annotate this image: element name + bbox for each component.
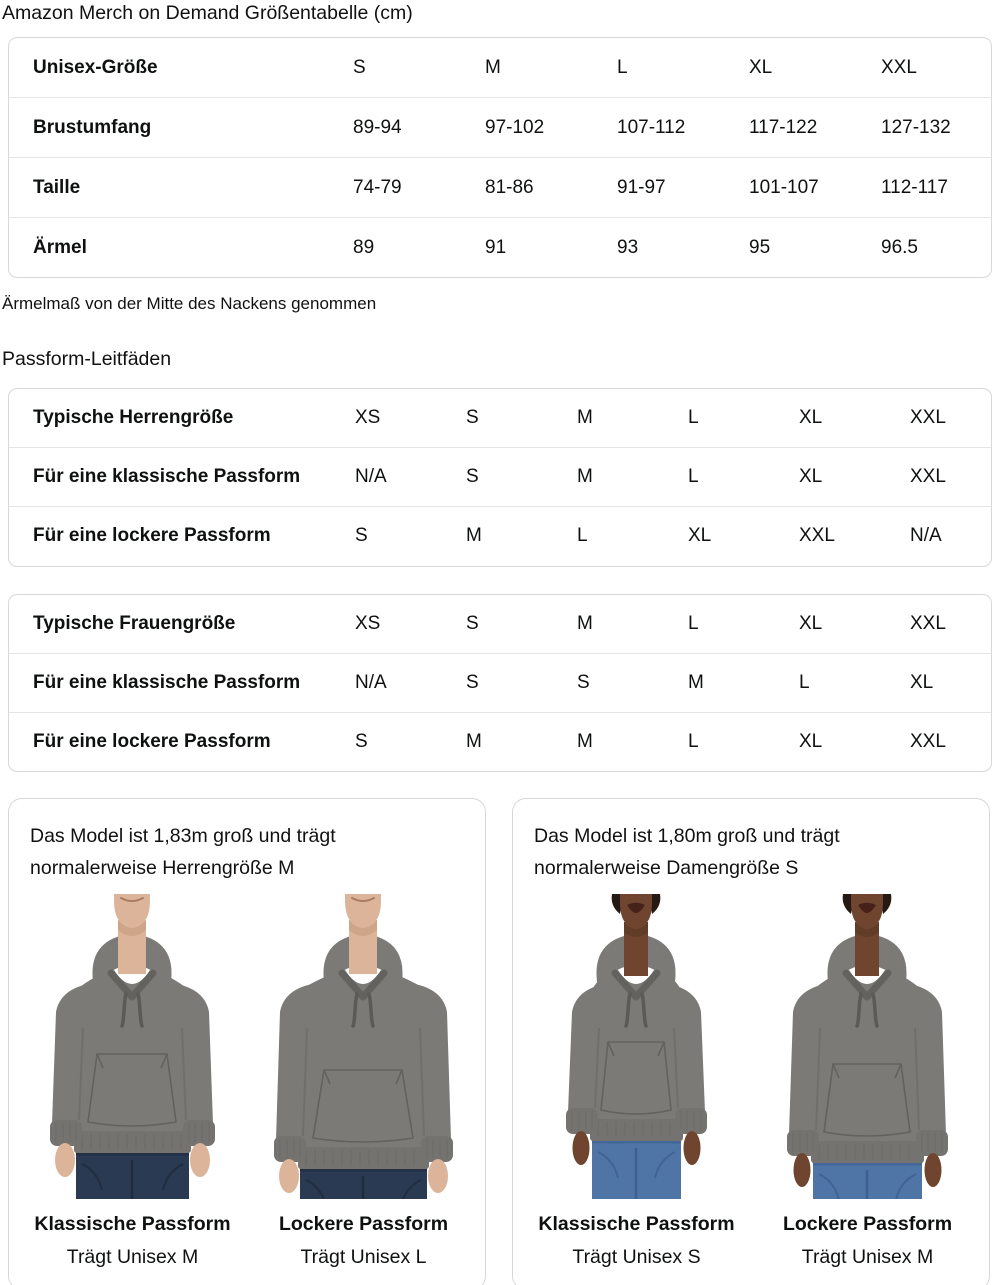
size-header-cell: S xyxy=(466,612,479,634)
size-header-cell: XL xyxy=(799,612,823,634)
table-cell: M xyxy=(577,466,593,488)
table-cell: S xyxy=(577,671,590,693)
size-header-cell: M xyxy=(577,612,593,634)
table-cell: N/A xyxy=(355,466,387,488)
size-header-cell: XS xyxy=(355,612,381,634)
table-row xyxy=(9,157,991,217)
table-cell: XXL xyxy=(910,466,946,488)
size-header-cell: M xyxy=(485,56,501,78)
figure-column xyxy=(534,894,739,1269)
table-cell: 107-112 xyxy=(617,116,686,138)
row-label: Taille xyxy=(33,176,81,198)
size-header-cell: XXL xyxy=(881,56,917,78)
table-cell: 93 xyxy=(617,236,639,258)
table-cell: N/A xyxy=(355,671,387,693)
size-header-cell: S xyxy=(353,56,366,78)
size-header-cell: XL xyxy=(799,407,823,429)
table-cell: XXL xyxy=(799,525,835,547)
table-cell: 74-79 xyxy=(353,176,402,198)
table-cell: 89 xyxy=(353,236,375,258)
fit-table-header-row xyxy=(9,595,991,653)
table-cell: 117-122 xyxy=(749,116,818,138)
size-header-cell: L xyxy=(688,612,699,634)
table-cell: 91-97 xyxy=(617,176,666,198)
table-cell: M xyxy=(577,731,593,753)
size-header-cell: XS xyxy=(355,407,381,429)
size-header-cell: M xyxy=(577,407,593,429)
size-table xyxy=(8,37,992,278)
table-cell: 127-132 xyxy=(881,116,951,138)
womens-fit-table xyxy=(8,594,992,773)
table-cell: S xyxy=(466,671,479,693)
table-cell: 97-102 xyxy=(485,116,545,138)
row-label: Brustumfang xyxy=(33,116,152,138)
table-cell: L xyxy=(688,731,699,753)
fit-caption-size: Trägt Unisex L xyxy=(300,1246,427,1269)
size-header-cell: XXL xyxy=(910,612,946,634)
table-cell: L xyxy=(577,525,588,547)
row-label: Für eine klassische Passform xyxy=(33,466,301,488)
table-cell: M xyxy=(466,525,482,547)
table-row xyxy=(9,653,991,712)
fit-caption-size: Trägt Unisex S xyxy=(572,1246,701,1269)
model-description: Das Model ist 1,80m groß und trägt normalerweise Damengröße S xyxy=(534,825,840,880)
table-cell: M xyxy=(466,731,482,753)
table-cell: XXL xyxy=(910,731,946,753)
model-photos xyxy=(534,894,970,1269)
model-photo-male-loose xyxy=(261,894,466,1199)
table-cell: XL xyxy=(910,671,934,693)
model-photo-female-loose xyxy=(765,894,970,1199)
table-cell: S xyxy=(466,466,479,488)
table-cell: L xyxy=(688,466,699,488)
fit-caption-title: Klassische Passform xyxy=(34,1213,231,1236)
figure-column xyxy=(765,894,970,1269)
table-cell: XL xyxy=(799,731,823,753)
row-label: Für eine lockere Passform xyxy=(33,525,271,547)
table-row xyxy=(9,217,991,277)
fit-caption-title: Klassische Passform xyxy=(538,1213,735,1236)
page-title: Amazon Merch on Demand Größentabelle (cm) xyxy=(2,2,413,24)
model-cards xyxy=(8,798,990,1285)
table-cell: S xyxy=(355,525,368,547)
table-cell: S xyxy=(355,731,368,753)
mens-fit-table xyxy=(8,388,992,567)
size-table-header-label: Unisex-Größe xyxy=(33,56,158,78)
table-cell: XL xyxy=(799,466,823,488)
fit-table-header-label: Typische Herrengröße xyxy=(33,407,234,429)
size-table-header-row xyxy=(9,38,991,97)
table-cell: M xyxy=(688,671,704,693)
row-label: Für eine lockere Passform xyxy=(33,731,271,753)
table-row xyxy=(9,97,991,157)
table-cell: 91 xyxy=(485,236,507,258)
size-header-cell: L xyxy=(688,407,699,429)
fit-guides-heading: Passform-Leitfäden xyxy=(2,348,172,370)
table-row xyxy=(9,712,991,771)
table-cell: 81-86 xyxy=(485,176,534,198)
table-cell: XL xyxy=(688,525,712,547)
fit-table-header-row xyxy=(9,389,991,447)
size-header-cell: S xyxy=(466,407,479,429)
size-header-cell: XL xyxy=(749,56,773,78)
fit-table-header-label: Typische Frauengröße xyxy=(33,612,236,634)
sleeve-note: Ärmelmaß von der Mitte des Nackens genommen xyxy=(2,294,377,313)
table-cell: 96.5 xyxy=(881,236,918,258)
size-header-cell: XXL xyxy=(910,407,946,429)
fit-caption-title: Lockere Passform xyxy=(278,1213,449,1236)
model-photo-male-classic xyxy=(30,894,235,1199)
table-cell: N/A xyxy=(910,525,942,547)
row-label: Ärmel xyxy=(33,236,87,258)
mens-model-card xyxy=(8,798,486,1285)
figure-column xyxy=(30,894,235,1269)
model-photo-female-classic xyxy=(534,894,739,1199)
figure-column xyxy=(261,894,466,1269)
table-row xyxy=(9,506,991,565)
model-description: Das Model ist 1,83m groß und trägt normalerweise Herrengröße M xyxy=(30,825,336,880)
table-cell: 89-94 xyxy=(353,116,402,138)
table-cell: 95 xyxy=(749,236,771,258)
fit-caption-title: Lockere Passform xyxy=(782,1213,953,1236)
table-cell: 112-117 xyxy=(881,176,948,198)
table-cell: 101-107 xyxy=(749,176,819,198)
table-cell: L xyxy=(799,671,810,693)
womens-model-card xyxy=(512,798,990,1285)
fit-caption-size: Trägt Unisex M xyxy=(801,1246,934,1269)
row-label: Für eine klassische Passform xyxy=(33,671,301,693)
table-row xyxy=(9,447,991,506)
model-photos xyxy=(30,894,466,1269)
size-header-cell: L xyxy=(617,56,628,78)
fit-caption-size: Trägt Unisex M xyxy=(66,1246,199,1269)
